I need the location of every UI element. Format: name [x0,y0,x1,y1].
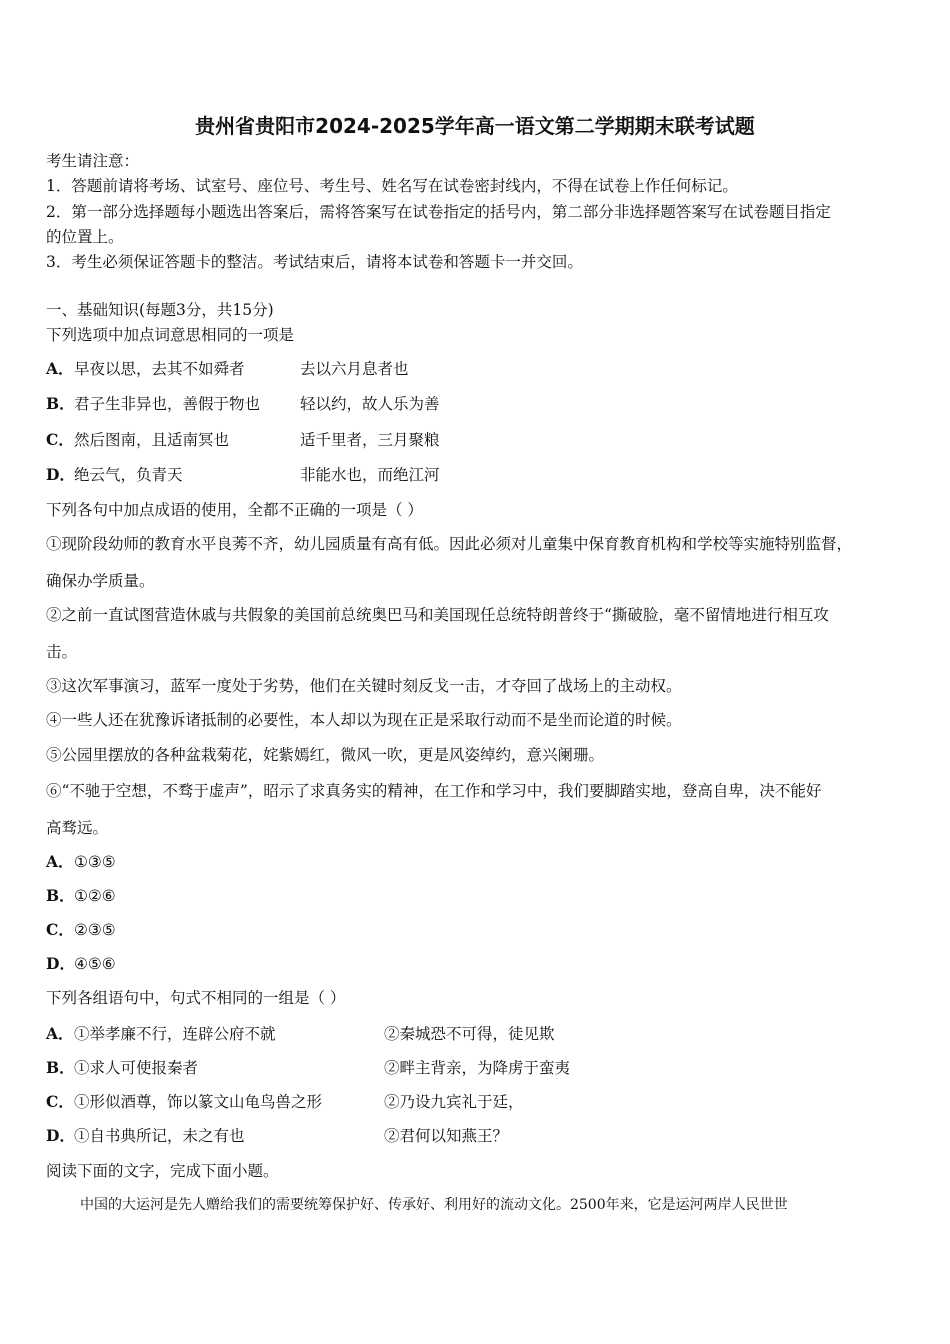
q2-sentence-2: ②之前一直试图营造休戚与共假象的美国前总统奥巴马和美国现任总统特朗普终于“撕破脸，毫不留情地进行相互攻 [46,606,829,624]
option-right: 非能水也，而绝江河 [300,466,440,484]
q2-stem: 下列各句中加点成语的使用，全都不正确的一项是（ ） [46,501,423,519]
q1-stem: 下列选项中加点词意思相同的一项是 [46,326,295,344]
option-left: ①举孝廉不行，连辟公府不就 [74,1025,276,1043]
section-heading: 一、基础知识(每题3分，共15分) [46,301,274,319]
option-right: ②秦城恐不可得，徒见欺 [384,1025,555,1043]
notice-item-2: 2．第一部分选择题每小题选出答案后，需将答案写在试卷指定的括号内，第二部分非选择题答案写在试卷题目指定 [46,203,831,221]
option-text: ④⑤⑥ [74,955,116,973]
q2-sentence-4: ④一些人还在犹豫诉诸抵制的必要性，本人却以为现在正是采取行动而不是坐而论道的时候。 [46,711,682,729]
option-right: 轻以约，故人乐为善 [300,395,440,413]
option-label: D． [46,465,75,484]
option-right: ②君何以知燕王？ [384,1127,509,1145]
option-left: 早夜以思，去其不如舜者 [74,360,245,378]
option-label: B． [46,886,75,905]
option-left: 君子生非异也，善假于物也 [74,395,261,413]
option-label: C． [46,430,74,449]
option-text: ①③⑤ [74,853,116,871]
option-label: C． [46,920,74,939]
option-right: ②乃设九宾礼于廷， [384,1093,524,1111]
option-left: 然后图南，且适南冥也 [74,431,230,449]
option-right: 适千里者，三月聚粮 [300,431,440,449]
option-label: D． [46,1126,75,1145]
q2-sentence-1-cont: 确保办学质量。 [46,572,155,590]
option-label: D． [46,954,75,973]
option-label: C． [46,1092,74,1111]
q2-sentence-6: ⑥“不驰于空想，不骛于虚声”，昭示了求真务实的精神，在工作和学习中，我们要脚踏实地，登高自卑，决不能好 [46,782,822,800]
option-right: ②畔主背亲，为降虏于蛮夷 [384,1059,571,1077]
reading-paragraph: 中国的大运河是先人赠给我们的需要统筹保护好、传承好、利用好的流动文化。2500年来，它是运河两岸人民世世 [80,1197,788,1213]
q2-sentence-2-cont: 击。 [46,643,78,661]
option-label: A． [46,1024,74,1043]
q2-sentence-1: ①现阶段幼师的教育水平良莠不齐，幼儿园质量有高有低。因此必须对儿童集中保育教育机构和学校等实施特别监督， [46,535,853,553]
option-text: ①②⑥ [74,887,116,905]
q2-sentence-3: ③这次军事演习，蓝军一度处于劣势，他们在关键时刻反戈一击，才夺回了战场上的主动权。 [46,677,682,695]
option-label: B． [46,1058,75,1077]
option-left: ①求人可使报秦者 [74,1059,199,1077]
notice-heading: 考生请注意： [46,152,140,170]
notice-item-1: 1．答题前请将考场、试室号、座位号、考生号、姓名写在试卷密封线内，不得在试卷上作任何标记。 [46,177,738,195]
option-label: A． [46,852,74,871]
option-label: A． [46,359,74,378]
q3-stem: 下列各组语句中，句式不相同的一组是（ ） [46,989,346,1007]
notice-item-2-cont: 的位置上。 [46,228,124,246]
page-title: 贵州省贵阳市2024-2025学年高一语文第二学期期末联考试题 [195,114,755,138]
option-text: ②③⑤ [74,921,116,939]
option-right: 去以六月息者也 [300,360,409,378]
reading-intro: 阅读下面的文字，完成下面小题。 [46,1162,279,1180]
option-left: 绝云气，负青天 [74,466,183,484]
option-left: ①形似酒尊，饰以篆文山龟鸟兽之形 [74,1093,323,1111]
q2-sentence-5: ⑤公园里摆放的各种盆栽菊花，姹紫嫣红，微风一吹，更是风姿绰约，意兴阑珊。 [46,746,605,764]
option-label: B． [46,394,75,413]
notice-item-3: 3．考生必须保证答题卡的整洁。考试结束后，请将本试卷和答题卡一并交回。 [46,253,583,271]
q2-sentence-6-cont: 高骛远。 [46,819,109,837]
option-left: ①自书典所记，未之有也 [74,1127,245,1145]
